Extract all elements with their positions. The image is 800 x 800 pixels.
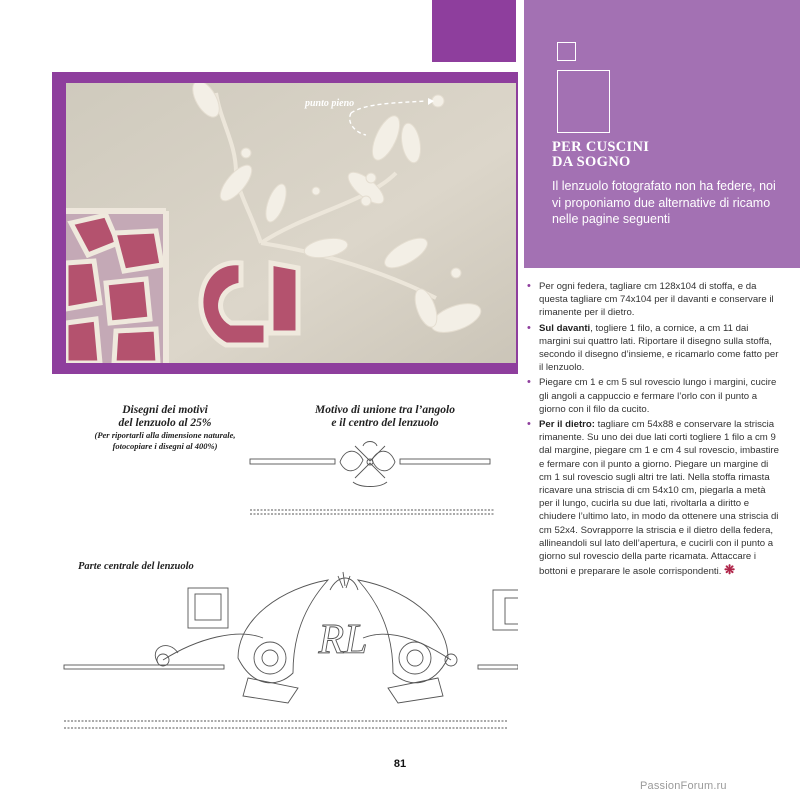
motifs-caption-line-1: Disegni dei motivi [122,404,208,416]
embroidery-photo [66,83,516,363]
union-caption-line-1: Motivo di unione tra l’angolo [315,404,455,416]
instruction-item [525,280,780,320]
instruction-text: , togliere 1 filo, a cornice, a cm 11 dai margini sui quattro lati. Riportare il disegno sulla stoffa, secondo il disegno d’insieme, e ricamarlo come fatto per il lenzuolo. [539,322,779,374]
bullet-icon: • [527,418,531,431]
decorative-square [432,0,516,62]
instruction-text: Per ogni federa, tagliare cm 128x104 di stoffa, e da questa tagliare cm 74x104 per il davanti e conservare il rimanente per il dietro. [539,281,774,319]
panel-title [552,140,772,170]
panel-text: Il lenzuolo fotografato non ha federe, noi vi proponiamo due alternative di ricamo nelle pagine seguenti [552,179,776,226]
panel-title-line-1: PER CUSCINI [552,139,650,155]
monogram-text: RL [318,617,368,663]
watermark: PassionForum.ru [640,780,727,792]
instruction-bold: Sul davanti [539,322,591,334]
panel-title-line-2: DA SOGNO [552,154,631,170]
motifs-note-line-2: fotocopiare i disegni al 400%) [112,441,218,451]
instruction-item [525,376,780,416]
union-motif-drawing [245,438,520,518]
instruction-text: tagliare cm 54x88 e conservare la striscia rimanente. Su uno dei due lati corti togliere 1 filo a cm 9 dal margine, piegare cm 1 e cm 4 sul rovescio, imbastire e fermare con il punto a giorno. Piegare un margine di cm 1 sul rovescio sugli altri tre lati. Nella stoffa rimasta ricavare una striscia di cm 54x10 cm, piegarla a metà per il lungo, cucirla su due lati, rivoltarla a diritto e chiudere l’ultimo lato, in modo da ottenere una striscia di cm 52x4. Sovrapporre la striscia e il dietro della federa, allineandoli sul lato dell’apertura, e cucirli con il punto a giorno sul rovescio della parte ricamata. Attaccare i bottoni e preparare le asole corrispondenti. [539,419,779,578]
bullet-icon: • [527,280,531,292]
central-motif-drawing [58,568,518,738]
punto-pieno-label: punto pieno [305,98,355,109]
instruction-item [525,418,780,578]
instructions-list [525,280,780,580]
union-caption-line-2: e il centro del lenzuolo [331,417,439,429]
bullet-icon: • [527,376,531,389]
bullet-icon: • [527,321,531,334]
page-number: 81 [393,758,407,770]
motifs-note-line-1: (Per riportarli alla dimensione naturale, [94,430,236,440]
instruction-text: Piegare cm 1 e cm 5 sul rovescio lungo i margini, cucire gli angoli a cappuccio e fermare l’orlo con il punto a giorno con il filo da cucito. [539,377,777,415]
union-caption [280,404,490,430]
end-mark-icon: ❋ [724,562,735,578]
embroidery-photo-illustration [66,83,516,363]
central-caption: Parte centrale del lenzuolo [78,561,194,572]
square-frames-icon [557,42,717,134]
motifs-caption [70,404,260,430]
instruction-bold: Per il dietro: [539,419,595,431]
instruction-item [525,322,780,375]
motifs-caption-line-2: del lenzuolo al 25% [118,417,212,429]
